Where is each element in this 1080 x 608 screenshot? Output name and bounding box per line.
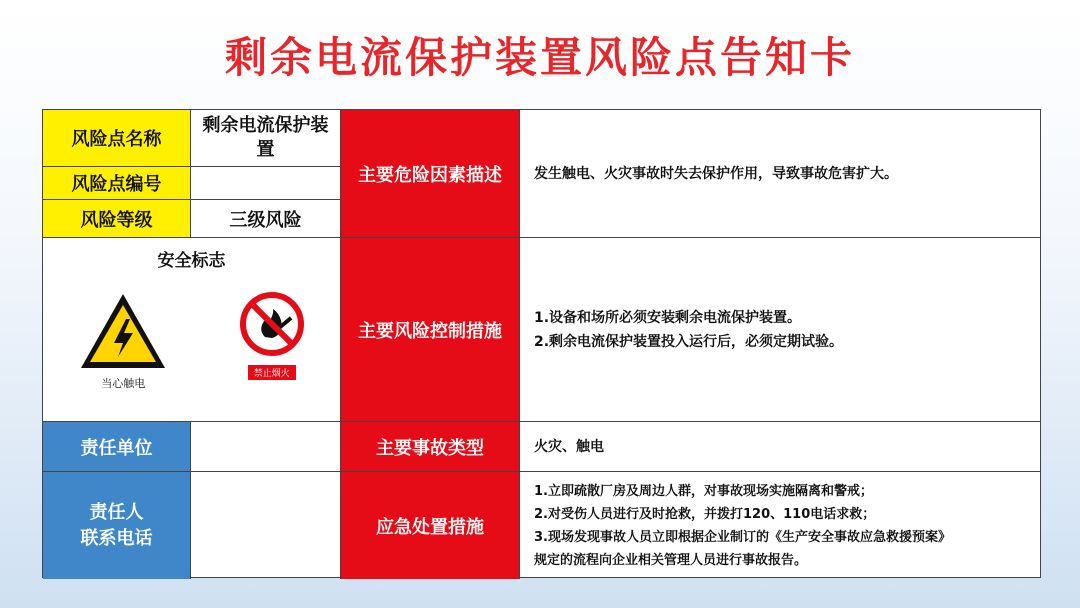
responsible-person-value — [191, 472, 341, 579]
responsible-unit-value — [191, 422, 341, 472]
sign-no-fire — [239, 291, 305, 391]
emergency-measure-item: 3.现场发现事故人员立即根据企业制订的《生产安全事故应急救援预案》 — [534, 529, 951, 545]
responsible-person-text: 责任人 — [89, 501, 144, 523]
control-measure-item: 2.剩余电流保护装置投入运行后，必须定期试验。 — [534, 333, 844, 350]
safety-signs-title: 安全标志 — [157, 251, 226, 271]
responsible-person-label — [43, 472, 191, 579]
emergency-measure-item: 1.立即疏散厂房及周边人群，对事故现场实施隔离和警戒； — [534, 483, 873, 499]
emergency-measure-item: 2.对受伤人员进行及时抢救，并拨打120、110电话求救； — [534, 506, 876, 522]
safety-signs-panel — [43, 238, 341, 422]
risk-name-value: 剩余电流保护装置 — [191, 110, 341, 167]
risk-number-label: 风险点编号 — [43, 167, 191, 200]
sign-electric-shock-caption: 当心触电 — [101, 377, 146, 390]
contact-phone-text: 联系电话 — [80, 527, 153, 549]
emergency-value — [520, 472, 1040, 579]
emergency-label: 应急处置措施 — [341, 472, 520, 579]
no-fire-icon — [239, 291, 305, 357]
main-hazard-label: 主要危险因素描述 — [341, 110, 520, 238]
risk-number-value — [191, 167, 341, 200]
risk-name-label: 风险点名称 — [43, 110, 191, 167]
main-hazard-value: 发生触电、火灾事故时失去保护作用，导致事故危害扩大。 — [520, 110, 1040, 238]
sign-electric-shock — [78, 291, 168, 391]
risk-card-table — [42, 109, 1041, 578]
responsible-unit-label: 责任单位 — [43, 422, 191, 472]
risk-level-value: 三级风险 — [191, 200, 341, 238]
control-measure-item: 1.设备和场所必须安装剩余电流保护装置。 — [534, 309, 802, 326]
electric-shock-warning-icon — [78, 291, 168, 371]
safety-signs-row — [43, 291, 340, 391]
risk-level-label: 风险等级 — [43, 200, 191, 238]
main-accident-label: 主要事故类型 — [341, 422, 520, 472]
emergency-measure-item: 规定的流程向企业相关管理人员进行事故报告。 — [534, 552, 808, 568]
main-control-value — [520, 238, 1040, 422]
main-control-label: 主要风险控制措施 — [341, 238, 520, 422]
sign-no-fire-caption: 禁止烟火 — [248, 365, 296, 380]
page-title: 剩余电流保护装置风险点告知卡 — [224, 33, 855, 82]
main-accident-value: 火灾、触电 — [520, 422, 1040, 472]
